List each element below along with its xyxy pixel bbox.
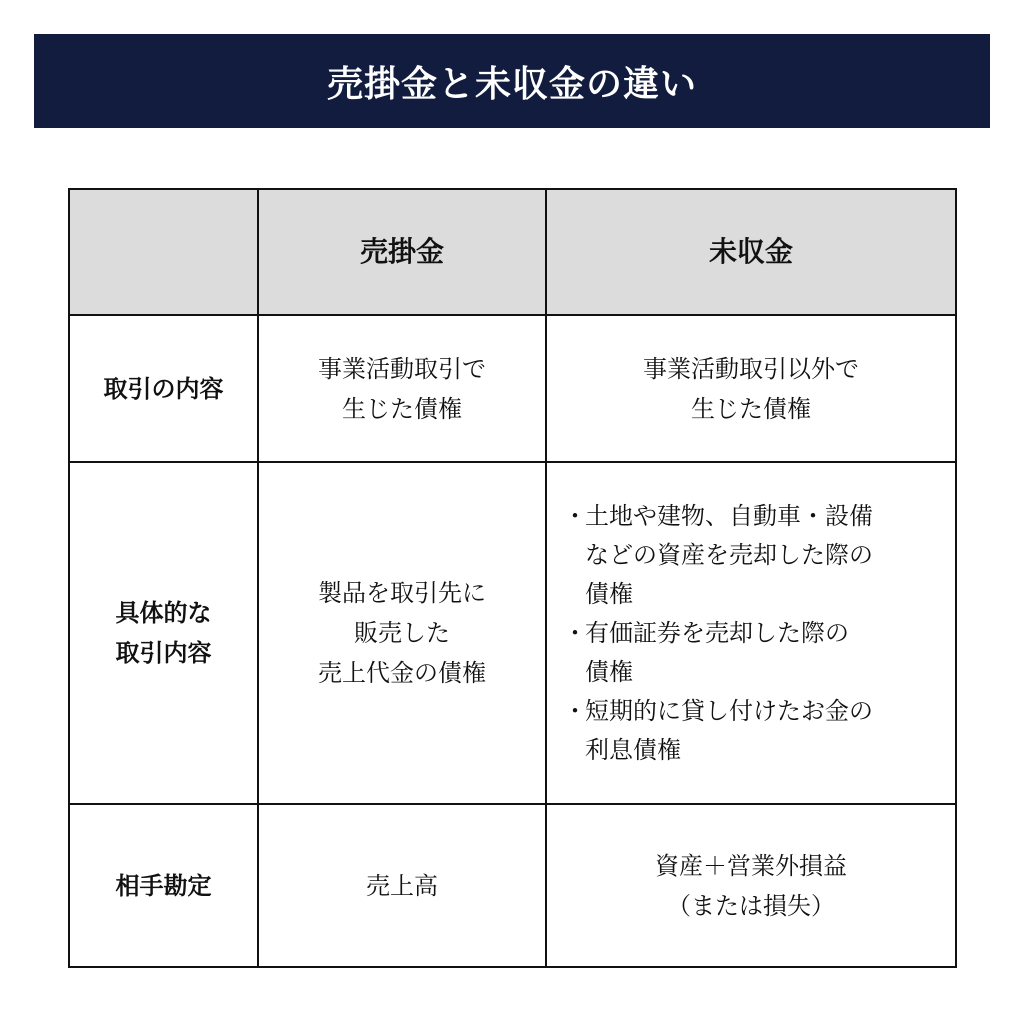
list-item-line: 債権 <box>585 657 633 686</box>
page-title: 売掛金と未収金の違い <box>326 63 697 105</box>
cell-text-line: （または損失） <box>667 891 835 920</box>
list-item-line: 短期的に貸し付けたお金の <box>585 696 873 725</box>
row-label-line: 具体的な <box>115 599 212 627</box>
header-mishu: 未収金 <box>546 189 956 315</box>
row-label-transaction-content: 取引の内容 <box>69 315 258 462</box>
cell-text-line: 資産＋営業外損益 <box>655 851 847 880</box>
cell-text-line: 生じた債権 <box>342 394 462 423</box>
title-banner <box>34 34 990 128</box>
cell-mishu-account <box>546 804 956 967</box>
header-urikake: 売掛金 <box>258 189 546 315</box>
list-item-line: 債権 <box>585 579 633 608</box>
cell-text-line: 売上代金の債権 <box>318 659 486 687</box>
cell-text-line: 事業活動取引以外で <box>643 354 859 383</box>
bullet-icon: ・ <box>563 696 587 725</box>
cell-text-line: 事業活動取引で <box>318 354 486 383</box>
list-item-line: 有価証券を売却した際の <box>585 618 849 647</box>
bullet-icon: ・ <box>563 618 587 647</box>
list-item-line: などの資産を売却した際の <box>585 540 873 569</box>
table-row-counter-account <box>69 804 956 967</box>
cell-text-line: 販売した <box>354 619 450 647</box>
table-row-concrete-examples <box>69 462 956 804</box>
comparison-table <box>68 188 957 968</box>
cell-urikake-account <box>258 804 546 967</box>
list-item <box>563 614 941 692</box>
cell-mishu-content <box>546 315 956 462</box>
cell-mishu-examples <box>546 462 956 804</box>
cell-text-line: 売上高 <box>366 871 438 900</box>
cell-text-line: 製品を取引先に <box>318 579 486 607</box>
cell-urikake-examples <box>258 462 546 804</box>
row-label-counter-account: 相手勘定 <box>69 804 258 967</box>
example-list <box>547 497 955 770</box>
list-item-line: 利息債権 <box>585 735 681 764</box>
table-row-transaction-content <box>69 315 956 462</box>
cell-urikake-content <box>258 315 546 462</box>
header-empty-cell <box>69 189 258 315</box>
list-item <box>563 497 941 614</box>
row-label-line: 取引内容 <box>115 639 212 667</box>
row-label-concrete-examples <box>69 462 258 804</box>
header-row <box>69 189 956 315</box>
list-item-line: 土地や建物、自動車・設備 <box>585 501 873 530</box>
bullet-icon: ・ <box>563 501 587 530</box>
cell-text-line: 生じた債権 <box>691 394 811 423</box>
list-item <box>563 692 941 770</box>
